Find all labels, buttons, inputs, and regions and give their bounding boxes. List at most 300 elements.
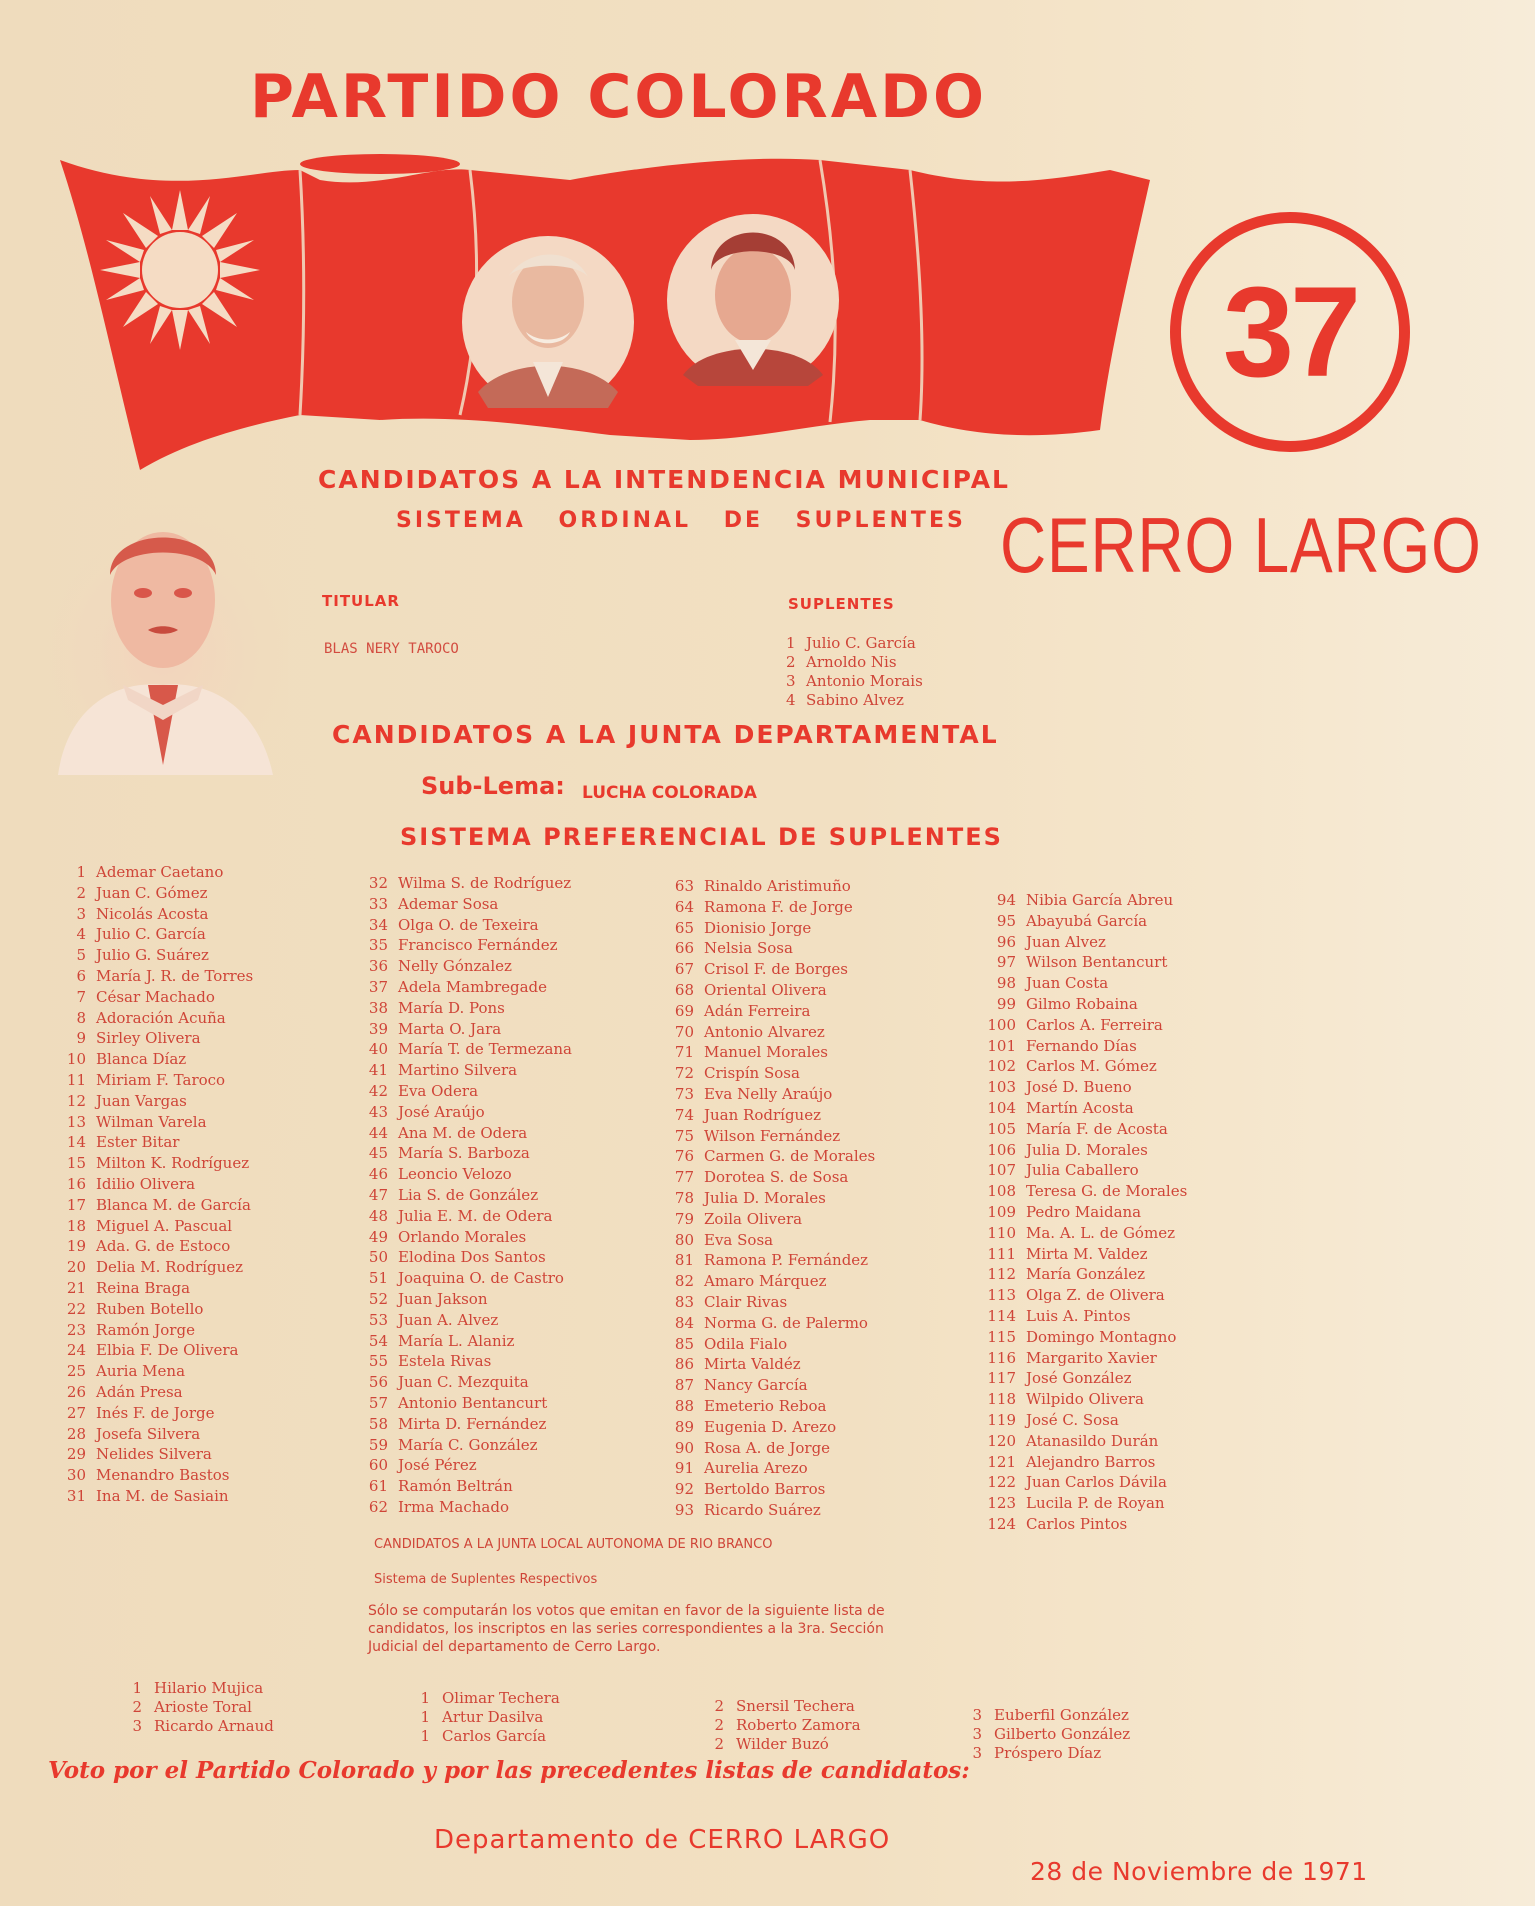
candidate-number: 67 bbox=[674, 960, 694, 979]
candidate-name: María S. Barboza bbox=[398, 1144, 530, 1163]
candidate-row bbox=[980, 1264, 1187, 1285]
candidate-number: 5 bbox=[76, 946, 86, 965]
candidate-name: Martino Silvera bbox=[398, 1061, 518, 1080]
candidate-number: 116 bbox=[987, 1348, 1016, 1367]
candidate-name: Juan C. Gómez bbox=[96, 883, 208, 902]
candidate-name: Juan Alvez bbox=[1026, 932, 1106, 951]
candidate-number: 45 bbox=[368, 1144, 388, 1163]
candidate-row bbox=[50, 966, 253, 987]
list-item bbox=[120, 1679, 274, 1698]
candidate-name: Rosa A. de Jorge bbox=[704, 1438, 831, 1457]
candidate-row bbox=[658, 1105, 875, 1126]
candidate-row bbox=[352, 1476, 572, 1497]
candidate-name: Atanasildo Durán bbox=[1026, 1431, 1159, 1450]
candidate-number: 18 bbox=[66, 1216, 86, 1235]
candidate-name: Dionisio Jorge bbox=[704, 918, 812, 937]
candidate-row bbox=[980, 1036, 1187, 1057]
candidate-row bbox=[50, 1465, 253, 1486]
candidate-number: 30 bbox=[66, 1466, 86, 1485]
candidate-number: 88 bbox=[674, 1396, 694, 1415]
candidate-number: 93 bbox=[674, 1500, 694, 1519]
candidate-row bbox=[980, 1160, 1187, 1181]
candidate-number: 47 bbox=[368, 1185, 388, 1204]
candidate-number: 51 bbox=[368, 1269, 388, 1288]
candidate-name: Juan Costa bbox=[1026, 974, 1109, 993]
candidate-number: 44 bbox=[368, 1123, 388, 1142]
candidate-number: 17 bbox=[66, 1195, 86, 1214]
candidate-number: 72 bbox=[674, 1064, 694, 1083]
candidate-number: 20 bbox=[66, 1258, 86, 1277]
candidate-number: 105 bbox=[987, 1119, 1016, 1138]
candidate-name: Reina Braga bbox=[96, 1278, 191, 1297]
candidate-row bbox=[352, 915, 572, 936]
rio-branco-list-3 bbox=[702, 1697, 861, 1754]
candidate-row bbox=[352, 1143, 572, 1164]
candidate-name: Wilpido Olivera bbox=[1026, 1390, 1144, 1409]
candidate-name: Juan C. Mezquita bbox=[398, 1373, 529, 1392]
candidate-row bbox=[50, 1216, 253, 1237]
candidate-name: Adela Mambregade bbox=[398, 977, 548, 996]
candidate-number: 73 bbox=[674, 1084, 694, 1103]
candidate-row bbox=[658, 1063, 875, 1084]
candidate-row bbox=[658, 1001, 875, 1022]
candidate-row bbox=[658, 1375, 875, 1396]
candidate-name: Olga O. de Texeira bbox=[398, 915, 539, 934]
candidate-number: 27 bbox=[66, 1403, 86, 1422]
candidates-column-1 bbox=[50, 862, 253, 1507]
candidate-row bbox=[352, 1206, 572, 1227]
candidate-name: Teresa G. de Morales bbox=[1026, 1182, 1188, 1201]
candidate-number: 53 bbox=[368, 1310, 388, 1329]
candidate-row bbox=[352, 894, 572, 915]
candidate-row bbox=[50, 1049, 253, 1070]
candidate-number: 75 bbox=[674, 1126, 694, 1145]
candidate-number: 87 bbox=[674, 1376, 694, 1395]
candidate-name: María González bbox=[1026, 1265, 1146, 1284]
candidate-number: 22 bbox=[66, 1299, 86, 1318]
candidate-row bbox=[50, 987, 253, 1008]
candidate-name: Nelides Silvera bbox=[96, 1445, 212, 1464]
candidate-name: Joaquina O. de Castro bbox=[398, 1269, 564, 1288]
candidate-row bbox=[50, 1444, 253, 1465]
candidate-row bbox=[352, 1039, 572, 1060]
candidate-name: Blanca M. de García bbox=[96, 1195, 251, 1214]
intendencia-subtitle: SISTEMA ORDINAL DE SUPLENTES bbox=[396, 508, 966, 533]
candidate-row bbox=[658, 1146, 875, 1167]
candidate-number: 59 bbox=[368, 1435, 388, 1454]
candidate-row bbox=[50, 1361, 253, 1382]
candidate-name: Ada. G. de Estoco bbox=[96, 1237, 231, 1256]
candidate-name: Oriental Olivera bbox=[704, 980, 827, 999]
candidate-row bbox=[980, 1389, 1187, 1410]
candidate-name: Carlos Pintos bbox=[1026, 1514, 1128, 1533]
candidate-row bbox=[980, 932, 1187, 953]
department-title: CERRO LARGO bbox=[1000, 501, 1482, 589]
candidate-row bbox=[50, 1278, 253, 1299]
list-item bbox=[702, 1697, 861, 1716]
candidate-number: 101 bbox=[987, 1036, 1016, 1055]
candidate-row bbox=[658, 1396, 875, 1417]
candidate-row bbox=[50, 945, 253, 966]
candidate-name: Julia D. Morales bbox=[1026, 1140, 1148, 1159]
candidate-number: 76 bbox=[674, 1147, 694, 1166]
candidate-number: 120 bbox=[987, 1431, 1016, 1450]
candidate-number: 71 bbox=[674, 1043, 694, 1062]
candidate-name: Juan Jakson bbox=[398, 1289, 488, 1308]
candidate-name: Antonio Bentancurt bbox=[398, 1393, 548, 1412]
candidate-number: 43 bbox=[368, 1102, 388, 1121]
candidate-name: Hilario Mujica bbox=[154, 1679, 264, 1697]
list-item: 3 Antonio Morais bbox=[786, 672, 923, 690]
candidate-name: Ricardo Arnaud bbox=[154, 1717, 274, 1735]
candidate-name: Julio C. García bbox=[96, 925, 206, 944]
candidate-name: Ester Bitar bbox=[96, 1133, 180, 1152]
candidate-row bbox=[50, 1340, 253, 1361]
candidate-number: 33 bbox=[368, 894, 388, 913]
candidate-name: Ana M. de Odera bbox=[398, 1123, 528, 1142]
candidate-number: 74 bbox=[674, 1105, 694, 1124]
candidate-number: 94 bbox=[996, 891, 1016, 909]
candidate-name: Ramona F. de Jorge bbox=[704, 897, 853, 916]
candidate-number: 58 bbox=[368, 1414, 388, 1433]
candidate-number: 32 bbox=[368, 874, 388, 892]
candidate-row bbox=[50, 1132, 253, 1153]
candidate-name: José Pérez bbox=[398, 1456, 477, 1475]
candidate-number: 64 bbox=[674, 897, 694, 916]
candidate-number: 92 bbox=[674, 1480, 694, 1499]
sublema-label: Sub-Lema: bbox=[421, 772, 565, 800]
candidate-name: Mirta Valdéz bbox=[704, 1355, 801, 1374]
candidate-number: 7 bbox=[76, 987, 86, 1006]
party-title: PARTIDO COLORADO bbox=[250, 62, 987, 132]
junta-title: CANDIDATOS A LA JUNTA DEPARTAMENTAL bbox=[332, 720, 999, 749]
candidates-column-3 bbox=[658, 876, 875, 1521]
candidate-name: Zoila Olivera bbox=[704, 1209, 803, 1228]
candidate-number: 37 bbox=[368, 977, 388, 996]
candidate-row bbox=[658, 1479, 875, 1500]
candidate-number: 60 bbox=[368, 1456, 388, 1475]
candidate-name: Ademar Sosa bbox=[398, 894, 499, 913]
candidate-row bbox=[352, 1310, 572, 1331]
candidate-name: Arioste Toral bbox=[154, 1698, 252, 1716]
candidate-row bbox=[980, 890, 1187, 911]
candidate-name: Irma Machado bbox=[398, 1497, 509, 1516]
candidate-number: 40 bbox=[368, 1040, 388, 1059]
candidate-number: 79 bbox=[674, 1209, 694, 1228]
candidate-name: Lia S. de González bbox=[398, 1185, 539, 1204]
candidate-row bbox=[50, 1320, 253, 1341]
candidate-row bbox=[658, 1292, 875, 1313]
candidate-name: Delia M. Rodríguez bbox=[96, 1258, 244, 1277]
candidate-number: 2 bbox=[132, 1698, 142, 1716]
candidate-number: 14 bbox=[66, 1133, 86, 1152]
candidate-name: Carlos M. Gómez bbox=[1026, 1057, 1157, 1076]
candidate-name: Elodina Dos Santos bbox=[398, 1248, 546, 1267]
titular-label: TITULAR bbox=[322, 592, 400, 610]
candidate-number: 107 bbox=[987, 1161, 1016, 1180]
list-item bbox=[120, 1698, 274, 1717]
candidate-number: 81 bbox=[674, 1251, 694, 1270]
candidate-row bbox=[658, 1271, 875, 1292]
rio-branco-system: Sistema de Suplentes Respectivos bbox=[374, 1572, 598, 1587]
candidate-row bbox=[352, 956, 572, 977]
candidate-number: 54 bbox=[368, 1331, 388, 1350]
candidate-number: 35 bbox=[368, 936, 388, 955]
rio-branco-list-4 bbox=[960, 1706, 1130, 1763]
candidate-row bbox=[352, 1268, 572, 1289]
candidate-row bbox=[980, 1223, 1187, 1244]
candidate-number: 110 bbox=[987, 1223, 1016, 1242]
candidate-row bbox=[50, 1299, 253, 1320]
candidate-name: Dorotea S. de Sosa bbox=[704, 1168, 849, 1187]
intendencia-title: CANDIDATOS A LA INTENDENCIA MUNICIPAL bbox=[318, 465, 1010, 494]
candidate-name: Adoración Acuña bbox=[96, 1008, 226, 1027]
candidate-row bbox=[658, 897, 875, 918]
list-number-badge: 37 bbox=[1170, 212, 1410, 452]
candidate-row bbox=[658, 1354, 875, 1375]
list-item bbox=[960, 1744, 1130, 1763]
candidate-row bbox=[658, 1250, 875, 1271]
candidate-number: 11 bbox=[66, 1070, 86, 1089]
candidate-name: Crisol F. de Borges bbox=[704, 960, 848, 979]
candidate-number: 66 bbox=[674, 939, 694, 958]
candidate-number: 114 bbox=[987, 1306, 1016, 1325]
candidate-number: 84 bbox=[674, 1313, 694, 1332]
candidate-name: Eva Sosa bbox=[704, 1230, 774, 1249]
candidate-number: 98 bbox=[996, 974, 1016, 993]
candidate-name: Eva Odera bbox=[398, 1081, 479, 1100]
candidate-row bbox=[50, 1070, 253, 1091]
candidate-name: María C. González bbox=[398, 1435, 538, 1454]
candidate-name: María T. de Termezana bbox=[398, 1040, 573, 1059]
list-item bbox=[702, 1716, 861, 1735]
candidate-row bbox=[50, 1424, 253, 1445]
candidate-number: 3 bbox=[972, 1744, 982, 1762]
candidate-name: José González bbox=[1026, 1369, 1132, 1388]
candidate-number: 77 bbox=[674, 1168, 694, 1187]
candidate-name: Francisco Fernández bbox=[398, 936, 558, 955]
candidate-name: Odila Fialo bbox=[704, 1334, 788, 1353]
candidate-name: María F. de Acosta bbox=[1026, 1119, 1168, 1138]
candidate-row bbox=[658, 1126, 875, 1147]
candidate-number: 117 bbox=[987, 1369, 1016, 1388]
vote-line: Voto por el Partido Colorado y por las precedentes listas de candidatos: bbox=[48, 1757, 970, 1784]
candidate-name: Gilmo Robaina bbox=[1026, 994, 1138, 1013]
candidate-name: Amaro Márquez bbox=[704, 1272, 827, 1291]
candidate-name: Josefa Silvera bbox=[96, 1424, 201, 1443]
candidate-number: 104 bbox=[987, 1098, 1016, 1117]
candidates-column-4 bbox=[980, 890, 1187, 1535]
candidate-row bbox=[980, 994, 1187, 1015]
candidate-row bbox=[980, 911, 1187, 932]
candidate-name: Próspero Díaz bbox=[994, 1744, 1102, 1762]
candidate-row bbox=[980, 1098, 1187, 1119]
candidate-number: 1 bbox=[76, 863, 86, 881]
candidate-name: Ramona P. Fernández bbox=[704, 1251, 869, 1270]
candidate-number: 80 bbox=[674, 1230, 694, 1249]
suplentes-label: SUPLENTES bbox=[788, 595, 895, 613]
candidate-row bbox=[980, 1514, 1187, 1535]
rio-branco-list-2 bbox=[408, 1689, 560, 1746]
candidate-name: Euberfil González bbox=[994, 1706, 1129, 1724]
candidate-number: 65 bbox=[674, 918, 694, 937]
candidate-name: Olga Z. de Olivera bbox=[1026, 1286, 1165, 1305]
list-item bbox=[408, 1689, 560, 1708]
candidate-name: Ademar Caetano bbox=[96, 863, 224, 881]
candidate-name: Elbia F. De Olivera bbox=[96, 1341, 239, 1360]
candidate-number: 90 bbox=[674, 1438, 694, 1457]
candidate-number: 112 bbox=[987, 1265, 1016, 1284]
candidate-name: César Machado bbox=[96, 987, 215, 1006]
candidate-name: Olimar Techera bbox=[442, 1689, 560, 1707]
list-item: 2 Arnoldo Nis bbox=[786, 653, 897, 671]
candidate-number: 12 bbox=[66, 1091, 86, 1110]
candidate-row bbox=[980, 1077, 1187, 1098]
candidates-column-2 bbox=[352, 873, 572, 1518]
candidate-row bbox=[50, 883, 253, 904]
candidate-row bbox=[980, 1285, 1187, 1306]
candidate-row bbox=[980, 1431, 1187, 1452]
candidate-name: Blanca Díaz bbox=[96, 1050, 187, 1069]
candidate-name: Carlos A. Ferreira bbox=[1026, 1015, 1163, 1034]
candidate-row bbox=[980, 1202, 1187, 1223]
candidate-number: 28 bbox=[66, 1424, 86, 1443]
candidate-number: 25 bbox=[66, 1362, 86, 1381]
candidate-number: 34 bbox=[368, 915, 388, 934]
list-item bbox=[960, 1725, 1130, 1744]
candidate-number: 6 bbox=[76, 966, 86, 985]
candidate-number: 31 bbox=[66, 1486, 86, 1505]
candidate-number: 42 bbox=[368, 1081, 388, 1100]
candidate-row bbox=[980, 1472, 1187, 1493]
portrait-right-medallion bbox=[667, 214, 839, 386]
candidate-number: 21 bbox=[66, 1278, 86, 1297]
candidate-row bbox=[980, 1368, 1187, 1389]
candidate-number: 38 bbox=[368, 998, 388, 1017]
party-flag bbox=[50, 150, 1180, 480]
candidate-number: 23 bbox=[66, 1320, 86, 1339]
candidate-name: Ramón Jorge bbox=[96, 1320, 195, 1339]
candidate-number: 48 bbox=[368, 1206, 388, 1225]
candidate-row bbox=[50, 1195, 253, 1216]
candidate-name: Adán Ferreira bbox=[704, 1001, 811, 1020]
candidate-name: Emeterio Reboa bbox=[704, 1396, 827, 1415]
candidate-row bbox=[352, 998, 572, 1019]
candidate-name: Estela Rivas bbox=[398, 1352, 492, 1371]
candidate-name: Ricardo Suárez bbox=[704, 1500, 821, 1519]
candidate-row bbox=[658, 1334, 875, 1355]
candidate-number: 2 bbox=[714, 1735, 724, 1753]
candidate-row bbox=[50, 1153, 253, 1174]
candidate-number: 29 bbox=[66, 1445, 86, 1464]
candidate-number: 10 bbox=[66, 1050, 86, 1069]
candidate-number: 4 bbox=[76, 925, 86, 944]
candidate-row bbox=[980, 1244, 1187, 1265]
candidate-row bbox=[980, 1181, 1187, 1202]
candidate-row bbox=[50, 1236, 253, 1257]
candidate-name: Miriam F. Taroco bbox=[96, 1070, 226, 1089]
candidate-name: María J. R. de Torres bbox=[96, 966, 254, 985]
candidate-number: 102 bbox=[987, 1057, 1016, 1076]
candidate-name: Domingo Montagno bbox=[1026, 1327, 1177, 1346]
candidate-row bbox=[352, 1414, 572, 1435]
list-item bbox=[408, 1708, 560, 1727]
candidate-row bbox=[50, 1257, 253, 1278]
candidate-name: Eugenia D. Arezo bbox=[704, 1417, 837, 1436]
candidate-row bbox=[980, 973, 1187, 994]
candidate-name: Wilder Buzó bbox=[736, 1735, 829, 1753]
candidate-number: 1 bbox=[420, 1689, 430, 1707]
candidate-row bbox=[658, 918, 875, 939]
candidate-name: Ramón Beltrán bbox=[398, 1477, 513, 1496]
candidate-row bbox=[352, 1393, 572, 1414]
candidate-number: 99 bbox=[996, 994, 1016, 1013]
candidate-number: 46 bbox=[368, 1165, 388, 1184]
candidate-number: 122 bbox=[987, 1473, 1016, 1492]
candidate-number: 24 bbox=[66, 1341, 86, 1360]
candidate-name: Leoncio Velozo bbox=[398, 1165, 512, 1184]
candidate-number: 108 bbox=[987, 1182, 1016, 1201]
candidate-row bbox=[658, 1313, 875, 1334]
candidate-number: 100 bbox=[987, 1015, 1016, 1034]
titular-name: BLAS NERY TAROCO bbox=[324, 641, 459, 657]
candidate-name: Margarito Xavier bbox=[1026, 1348, 1157, 1367]
portrait-left-medallion bbox=[462, 236, 634, 408]
candidate-number: 121 bbox=[987, 1452, 1016, 1471]
candidate-name: Martín Acosta bbox=[1026, 1098, 1134, 1117]
candidate-row bbox=[352, 1455, 572, 1476]
list-item bbox=[408, 1727, 560, 1746]
candidate-number: 2 bbox=[76, 883, 86, 902]
candidate-row bbox=[658, 1209, 875, 1230]
candidate-row bbox=[658, 1188, 875, 1209]
candidate-row bbox=[658, 1500, 875, 1521]
candidate-row bbox=[658, 1230, 875, 1251]
candidate-row bbox=[980, 1410, 1187, 1431]
candidate-row bbox=[50, 1008, 253, 1029]
candidate-name: Menandro Bastos bbox=[96, 1466, 230, 1485]
candidate-number: 61 bbox=[368, 1477, 388, 1496]
candidate-name: Lucila P. de Royan bbox=[1026, 1494, 1165, 1513]
candidate-number: 50 bbox=[368, 1248, 388, 1267]
candidate-name: Juan Carlos Dávila bbox=[1026, 1473, 1167, 1492]
candidate-name: Ma. A. L. de Gómez bbox=[1026, 1223, 1175, 1242]
candidate-name: María D. Pons bbox=[398, 998, 505, 1017]
candidate-number: 111 bbox=[987, 1244, 1016, 1263]
candidate-name: María L. Alaniz bbox=[398, 1331, 515, 1350]
candidate-number: 86 bbox=[674, 1355, 694, 1374]
candidate-name: Nibia García Abreu bbox=[1026, 891, 1174, 909]
candidate-row bbox=[980, 1493, 1187, 1514]
candidate-name: Rinaldo Aristimuño bbox=[704, 877, 851, 895]
candidate-row bbox=[352, 1102, 572, 1123]
candidate-name: Milton K. Rodríguez bbox=[96, 1154, 250, 1173]
candidate-number: 109 bbox=[987, 1202, 1016, 1221]
candidate-number: 103 bbox=[987, 1078, 1016, 1097]
candidate-row bbox=[352, 1351, 572, 1372]
candidate-row bbox=[352, 1185, 572, 1206]
candidate-number: 19 bbox=[66, 1237, 86, 1256]
candidate-name: Juan A. Alvez bbox=[398, 1310, 499, 1329]
candidate-name: Alejandro Barros bbox=[1026, 1452, 1156, 1471]
candidate-row bbox=[658, 980, 875, 1001]
candidate-number: 63 bbox=[674, 877, 694, 895]
candidate-name: Inés F. de Jorge bbox=[96, 1403, 215, 1422]
candidate-row bbox=[50, 1112, 253, 1133]
candidate-number: 26 bbox=[66, 1382, 86, 1401]
candidate-name: Juan Vargas bbox=[96, 1091, 187, 1110]
rio-branco-title: CANDIDATOS A LA JUNTA LOCAL AUTONOMA DE RIO BRANCO bbox=[374, 1537, 773, 1552]
